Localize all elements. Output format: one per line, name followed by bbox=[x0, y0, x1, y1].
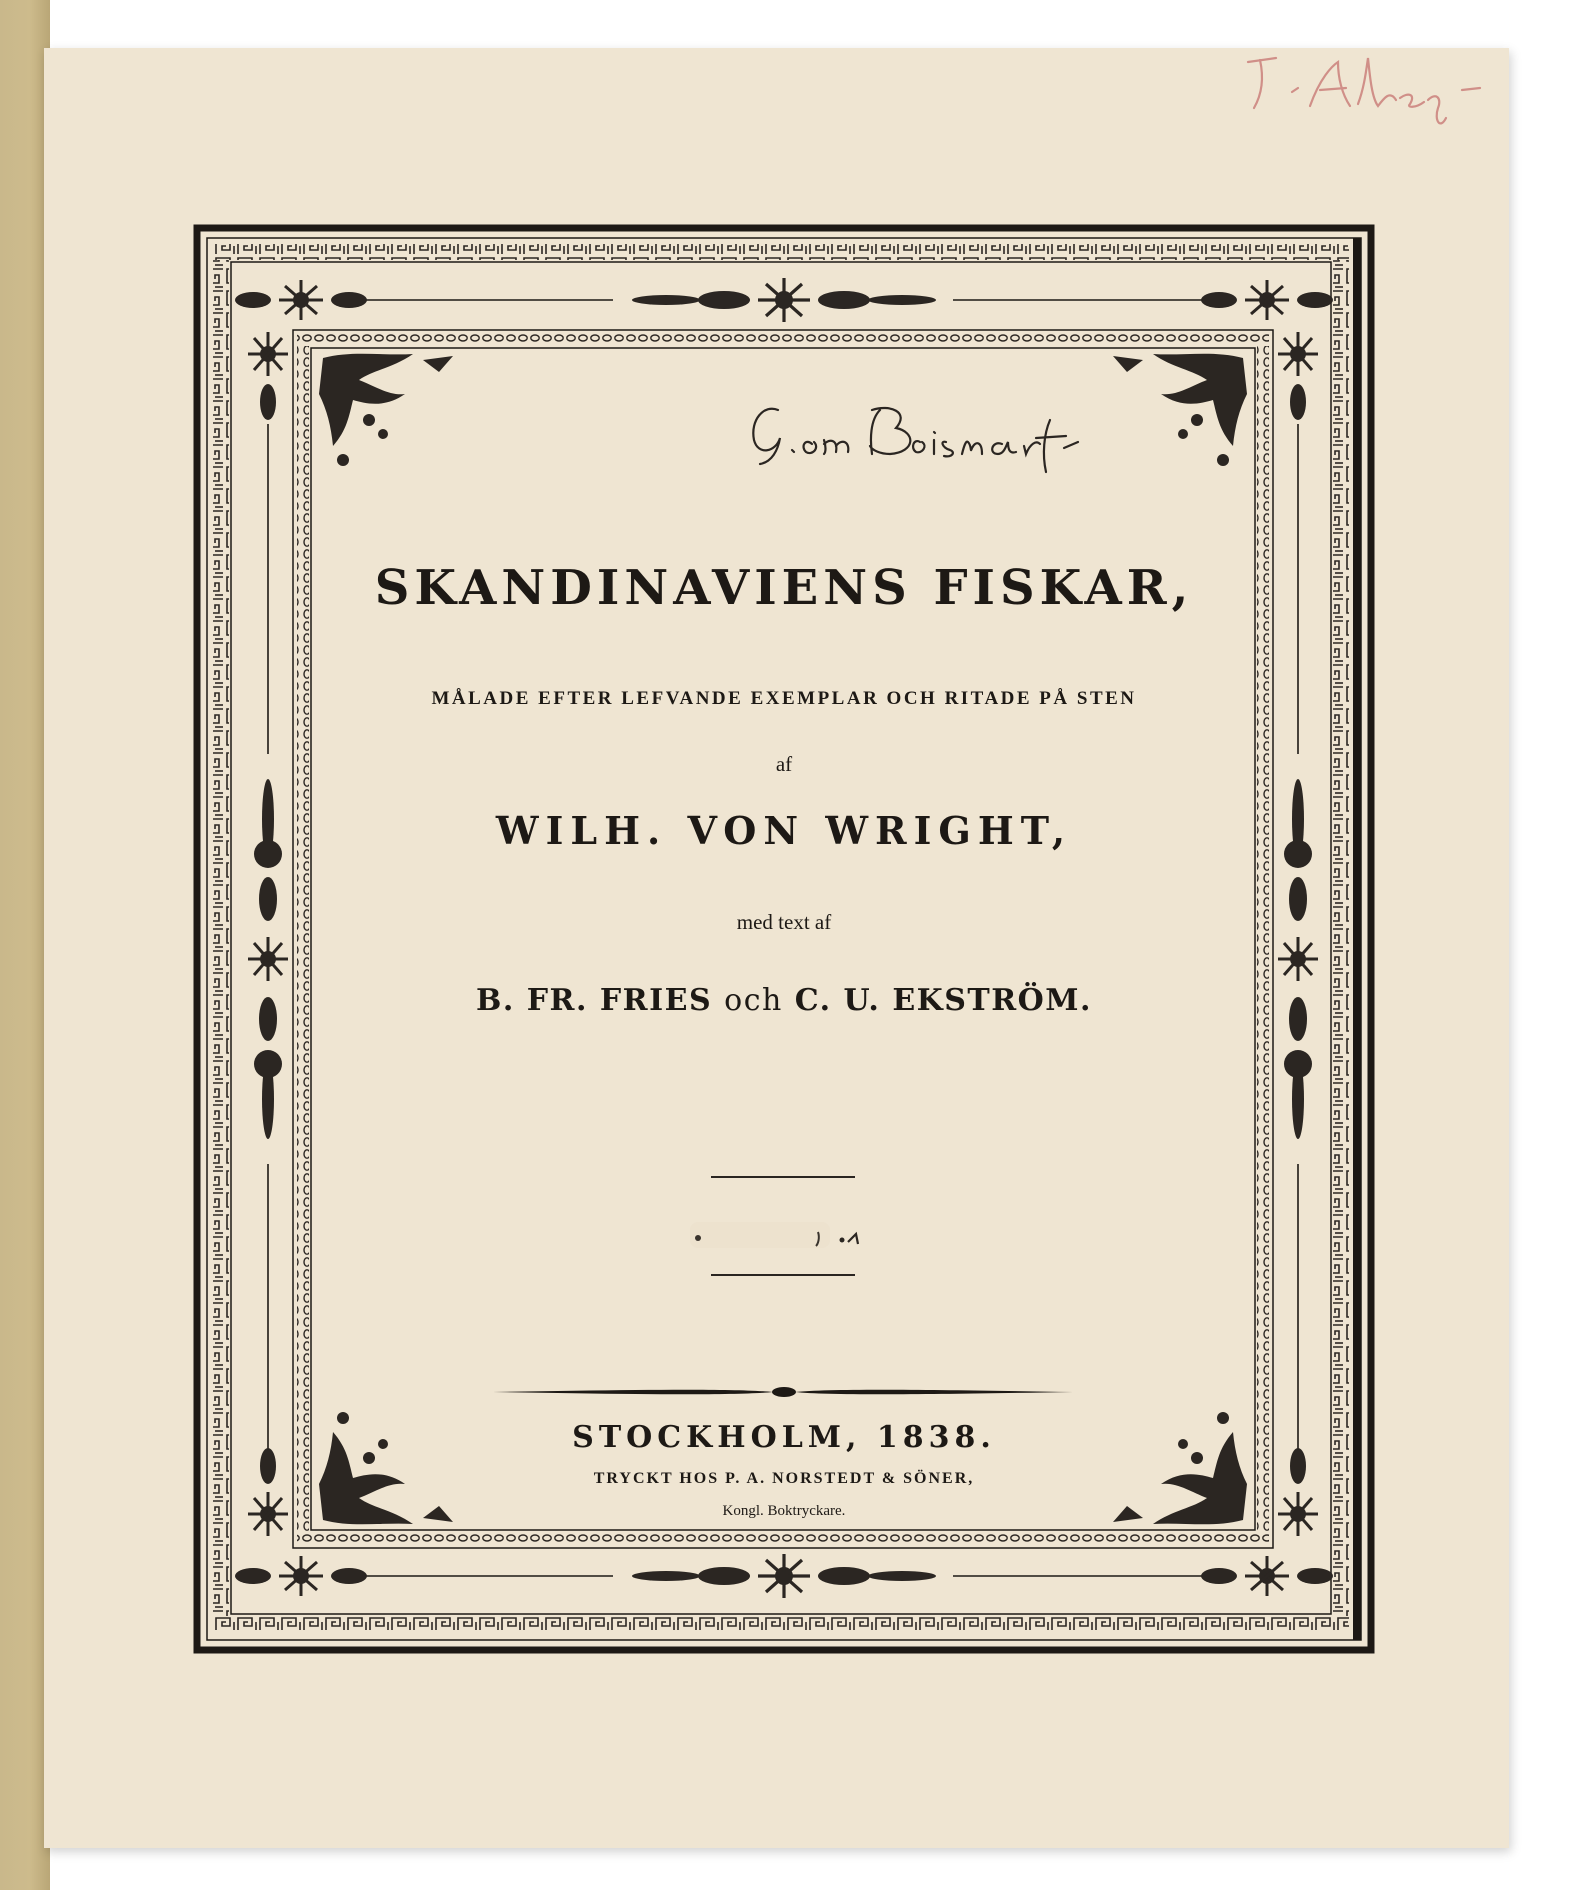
ownership-signature bbox=[720, 380, 1160, 490]
book-title: SKANDINAVIENS FISKAR, bbox=[374, 560, 1194, 616]
text-authors bbox=[193, 983, 1375, 1018]
rule-bottom bbox=[711, 1274, 855, 1276]
rule-top bbox=[711, 1176, 855, 1178]
text-by-line: med text af bbox=[736, 910, 832, 934]
author-ekstrom: C. U. EKSTRÖM. bbox=[794, 983, 1092, 1018]
pencil-annotation bbox=[1240, 48, 1490, 138]
imprint-printer-title: Kongl. Boktryckare. bbox=[722, 1503, 846, 1519]
imprint-place-year: STOCKHOLM, 1838. bbox=[572, 1420, 996, 1455]
erased-volume-mark bbox=[690, 1218, 910, 1252]
imprint-printer: TRYCKT HOS P. A. NORSTEDT & SÖNER, bbox=[593, 1470, 975, 1487]
author-fries: B. FR. FRIES bbox=[476, 983, 713, 1018]
artist-name: WILH. VON WRIGHT, bbox=[495, 808, 1073, 853]
book-spine-edge bbox=[0, 0, 50, 1890]
book-subtitle: MÅLADE EFTER LEFVANDE EXEMPLAR OCH RITADE PÅ STEN bbox=[431, 688, 1137, 709]
author-conjunction: och bbox=[724, 983, 783, 1018]
by-line-af: af bbox=[775, 752, 793, 776]
